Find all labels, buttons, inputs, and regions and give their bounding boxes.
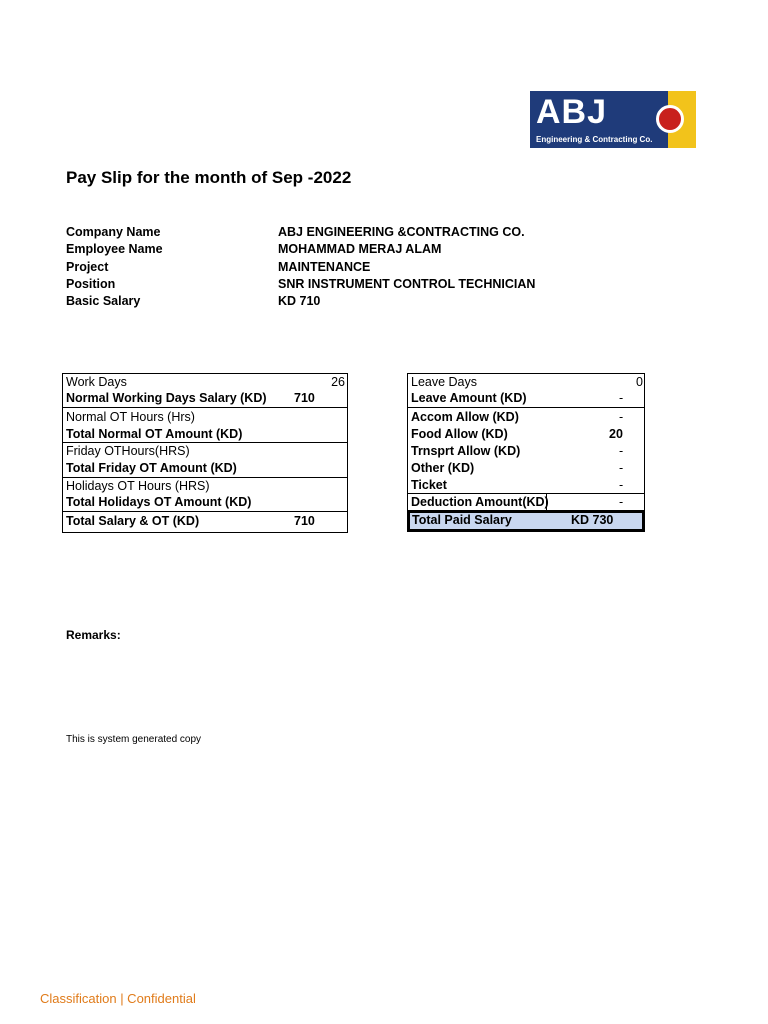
table-row-label: Total Friday OT Amount (KD) xyxy=(66,461,237,475)
table-row-value: 710 xyxy=(294,391,315,405)
info-value: KD 710 xyxy=(278,294,321,308)
info-value: SNR INSTRUMENT CONTROL TECHNICIAN xyxy=(278,277,536,291)
table-row-label: Ticket xyxy=(411,478,447,492)
table-row-value: - xyxy=(619,444,624,458)
info-row-position xyxy=(66,277,536,291)
total-paid-label: Total Paid Salary xyxy=(412,513,512,527)
system-generated-note: This is system generated copy xyxy=(66,734,202,745)
table-total-label: Total Salary & OT (KD) xyxy=(66,514,200,528)
table-row-label: Total Normal OT Amount (KD) xyxy=(66,427,243,441)
page-title: Pay Slip for the month of Sep -2022 xyxy=(66,168,352,187)
table-row-value: - xyxy=(619,478,624,492)
logo-letters: ABJ xyxy=(536,93,608,131)
total-paid-value: KD 730 xyxy=(571,513,614,527)
logo-tagline: Engineering & Contracting Co. xyxy=(536,135,653,144)
salary-table xyxy=(62,373,348,533)
info-row-employee xyxy=(66,242,442,256)
info-value: ABJ ENGINEERING &CONTRACTING CO. xyxy=(278,225,525,239)
allowance-table xyxy=(407,373,645,532)
info-row-basic-salary xyxy=(66,294,321,308)
table-row-value: - xyxy=(619,495,624,509)
table-row-value: 20 xyxy=(609,427,623,441)
info-label: Project xyxy=(66,260,109,274)
info-row-project xyxy=(66,260,371,274)
table-row-label: Leave Days xyxy=(411,375,478,389)
info-value: MAINTENANCE xyxy=(278,260,371,274)
table-row-value: - xyxy=(619,410,624,424)
info-value: MOHAMMAD MERAJ ALAM xyxy=(278,242,442,256)
classification-footer: Classification | Confidential xyxy=(40,991,196,1006)
info-label: Position xyxy=(66,277,116,291)
table-row-value: 26 xyxy=(331,375,345,389)
table-row-label: Work Days xyxy=(66,375,127,389)
table-row-label: Normal Working Days Salary (KD) xyxy=(66,391,267,405)
table-row-label: Leave Amount (KD) xyxy=(411,391,527,405)
info-row-company xyxy=(66,225,525,239)
table-row-label: Trnsprt Allow (KD) xyxy=(411,444,521,458)
logo-circle-icon xyxy=(656,105,684,133)
info-label: Employee Name xyxy=(66,242,163,256)
table-row-value: - xyxy=(619,461,624,475)
company-logo xyxy=(530,91,696,148)
table-row-label: Friday OTHours(HRS) xyxy=(66,444,190,458)
table-row-label: Other (KD) xyxy=(411,461,475,475)
table-row-label: Accom Allow (KD) xyxy=(411,410,519,424)
table-row-label: Total Holidays OT Amount (KD) xyxy=(66,495,252,509)
table-total-value: 710 xyxy=(294,514,315,528)
info-label: Basic Salary xyxy=(66,294,141,308)
table-row-value: 0 xyxy=(636,375,643,389)
table-row-label: Deduction Amount(KD) xyxy=(411,495,549,509)
info-label: Company Name xyxy=(66,225,161,239)
table-row-value: - xyxy=(619,391,624,405)
table-row-label: Holidays OT Hours (HRS) xyxy=(66,479,210,493)
table-row-label: Food Allow (KD) xyxy=(411,427,508,441)
table-row-label: Normal OT Hours (Hrs) xyxy=(66,410,195,424)
remarks-label: Remarks: xyxy=(66,628,121,642)
